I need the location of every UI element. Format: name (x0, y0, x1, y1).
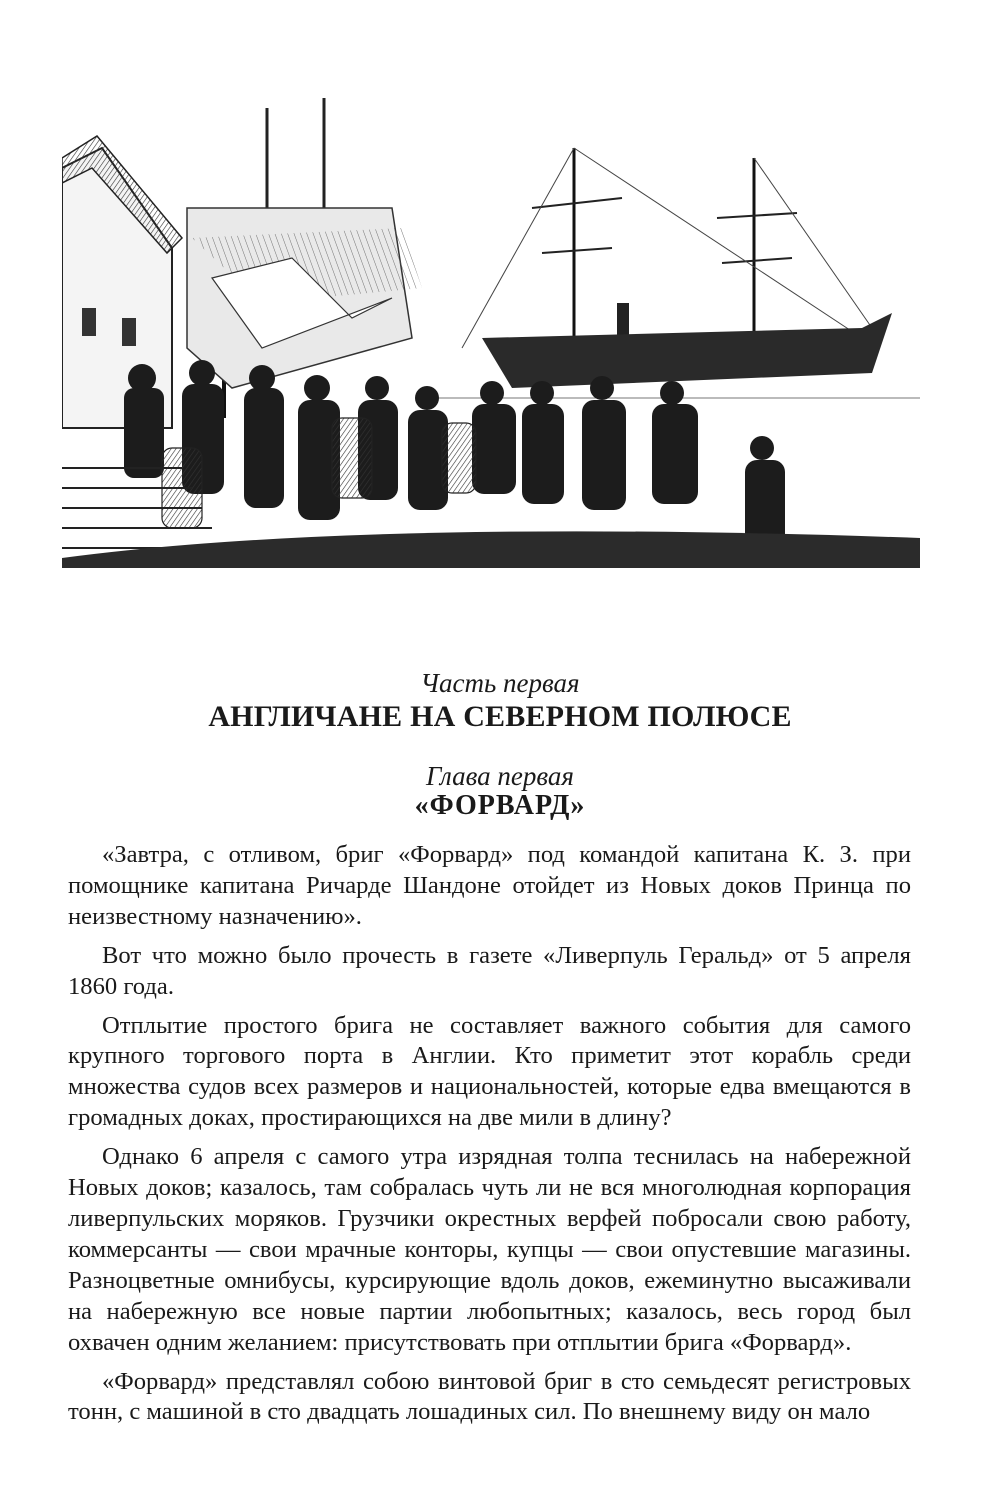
paragraph: Отплытие простого брига не составляет важного события для самого крупного торгового порта в Англии. Кто приметит этот корабль среди множества судов всех размеров и национальностей, которые едва вмещаются в громадных доках, простирающихся на две мили в длину? (68, 1011, 911, 1132)
body-text (68, 840, 911, 1428)
part-label: Часть первая (420, 668, 580, 698)
paragraph: «Форвард» представлял собою винтовой бриг в сто семьдесят регистровых тонн, с машиной в сто двадцать лошадиных сил. По внешнему виду он мало (68, 1367, 911, 1426)
part-title: АНГЛИЧАНЕ НА СЕВЕРНОМ ПОЛЮСЕ (208, 700, 792, 733)
chapter-title: «ФОРВАРД» (414, 790, 586, 821)
paragraph: Вот что можно было прочесть в газете «Ливерпуль Геральд» от 5 апреля 1860 года. (68, 941, 911, 1000)
paragraph: Однако 6 апреля с самого утра изрядная толпа теснилась на набережной Новых доков; казалось, там собралась чуть ли не вся многолюдная корпорация ливерпульских моряков. Грузчики окрестных верфей побросали свою работу, коммерсанты — свои мрачные конторы, купцы — свои опустевшие магазины. Разноцветные омнибусы, курсирующие вдоль доков, ежеминутно высаживали на набережную все новые партии любопытных; казалось, весь город был охвачен одним желанием: присутствовать при отплытии брига «Форвард». (68, 1143, 911, 1356)
chapter-label: Глава первая (426, 761, 574, 791)
harbor-illustration (62, 88, 920, 568)
paragraph: «Завтра, с отливом, бриг «Форвард» под командой капитана К. З. при помощнике капитана Ричарде Шандоне отойдет из Новых доков Принца по неизвестному назначению». (68, 841, 911, 930)
harbor-engraving-icon (62, 88, 920, 568)
